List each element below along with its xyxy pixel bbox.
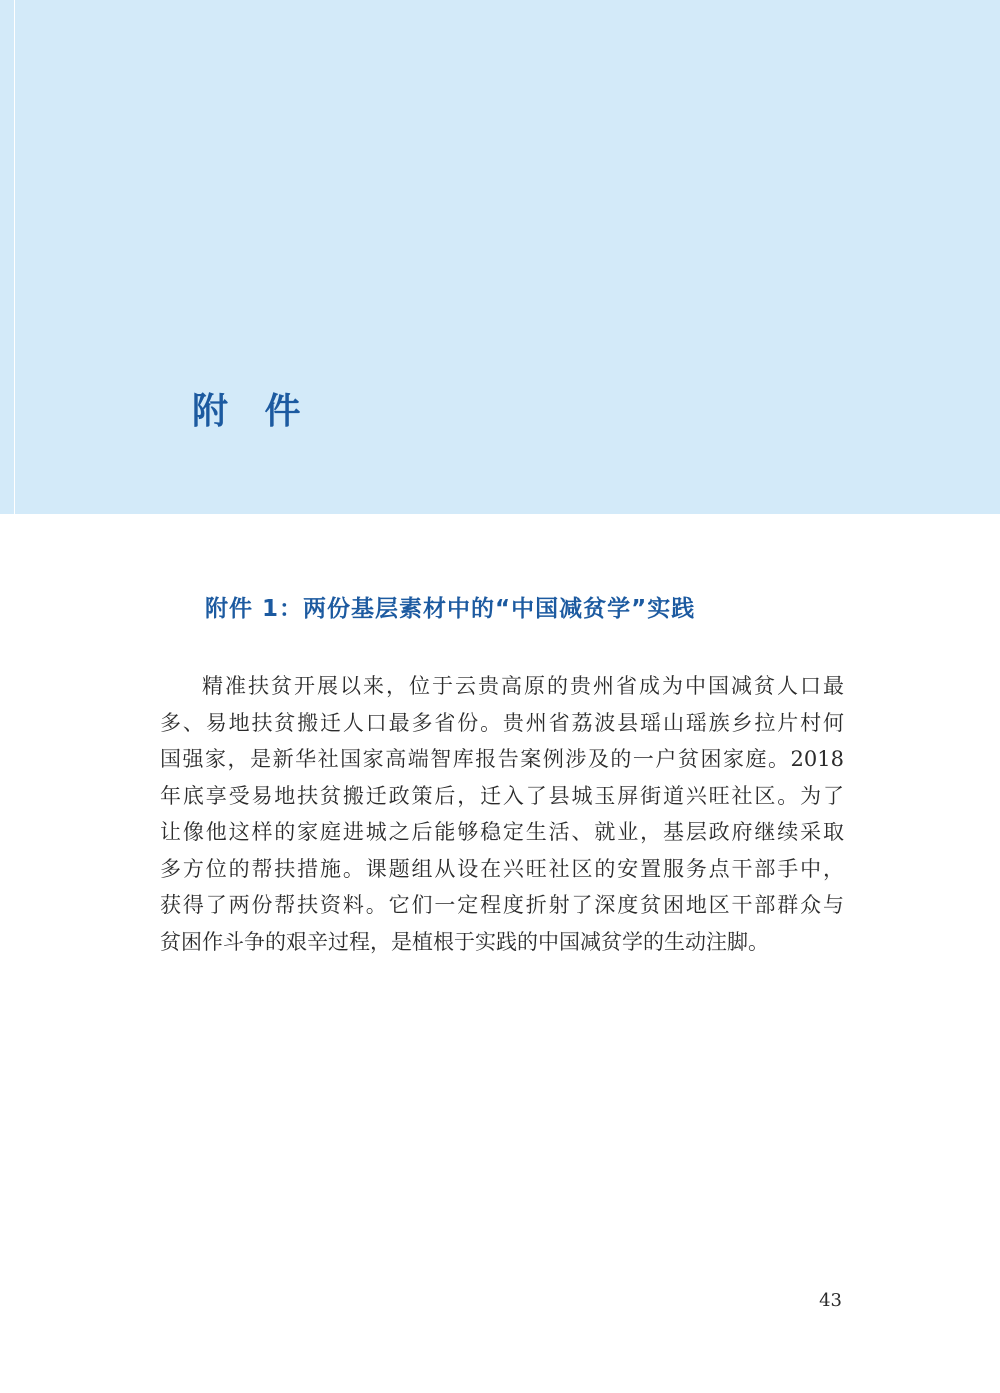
body-line: 国强家，是新华社国家高端智库报告案例涉及的一户贫困家庭。2018 (160, 747, 844, 771)
chapter-title: 附 件 (192, 391, 313, 432)
body-line: 让像他这样的家庭进城之后能够稳定生活、就业，基层政府继续采取 (160, 820, 844, 844)
body-line: 贫困作斗争的艰辛过程，是植根于实践的中国减贫学的生动注脚。 (160, 929, 769, 954)
body-line: 多方位的帮扶措施。课题组从设在兴旺社区的安置服务点干部手中， (160, 856, 844, 881)
body-line: 获得了两份帮扶资料。它们一定程度折射了深度贫困地区干部群众与 (160, 893, 844, 917)
page-number: 43 (819, 1290, 842, 1311)
body-line: 精准扶贫开展以来，位于云贵高原的贵州省成为中国减贫人口最 (202, 674, 844, 698)
section-title: 附件 1：两份基层素材中的“中国减贫学”实践 (205, 596, 696, 622)
band-edge-line (14, 0, 15, 514)
chapter-header-band (0, 0, 1000, 514)
body-line: 多、易地扶贫搬迁人口最多省份。贵州省荔波县瑶山瑶族乡拉片村何 (160, 710, 844, 735)
body-paragraph (160, 668, 844, 960)
body-line: 年底享受易地扶贫搬迁政策后，迁入了县城玉屏街道兴旺社区。为了 (160, 783, 844, 808)
